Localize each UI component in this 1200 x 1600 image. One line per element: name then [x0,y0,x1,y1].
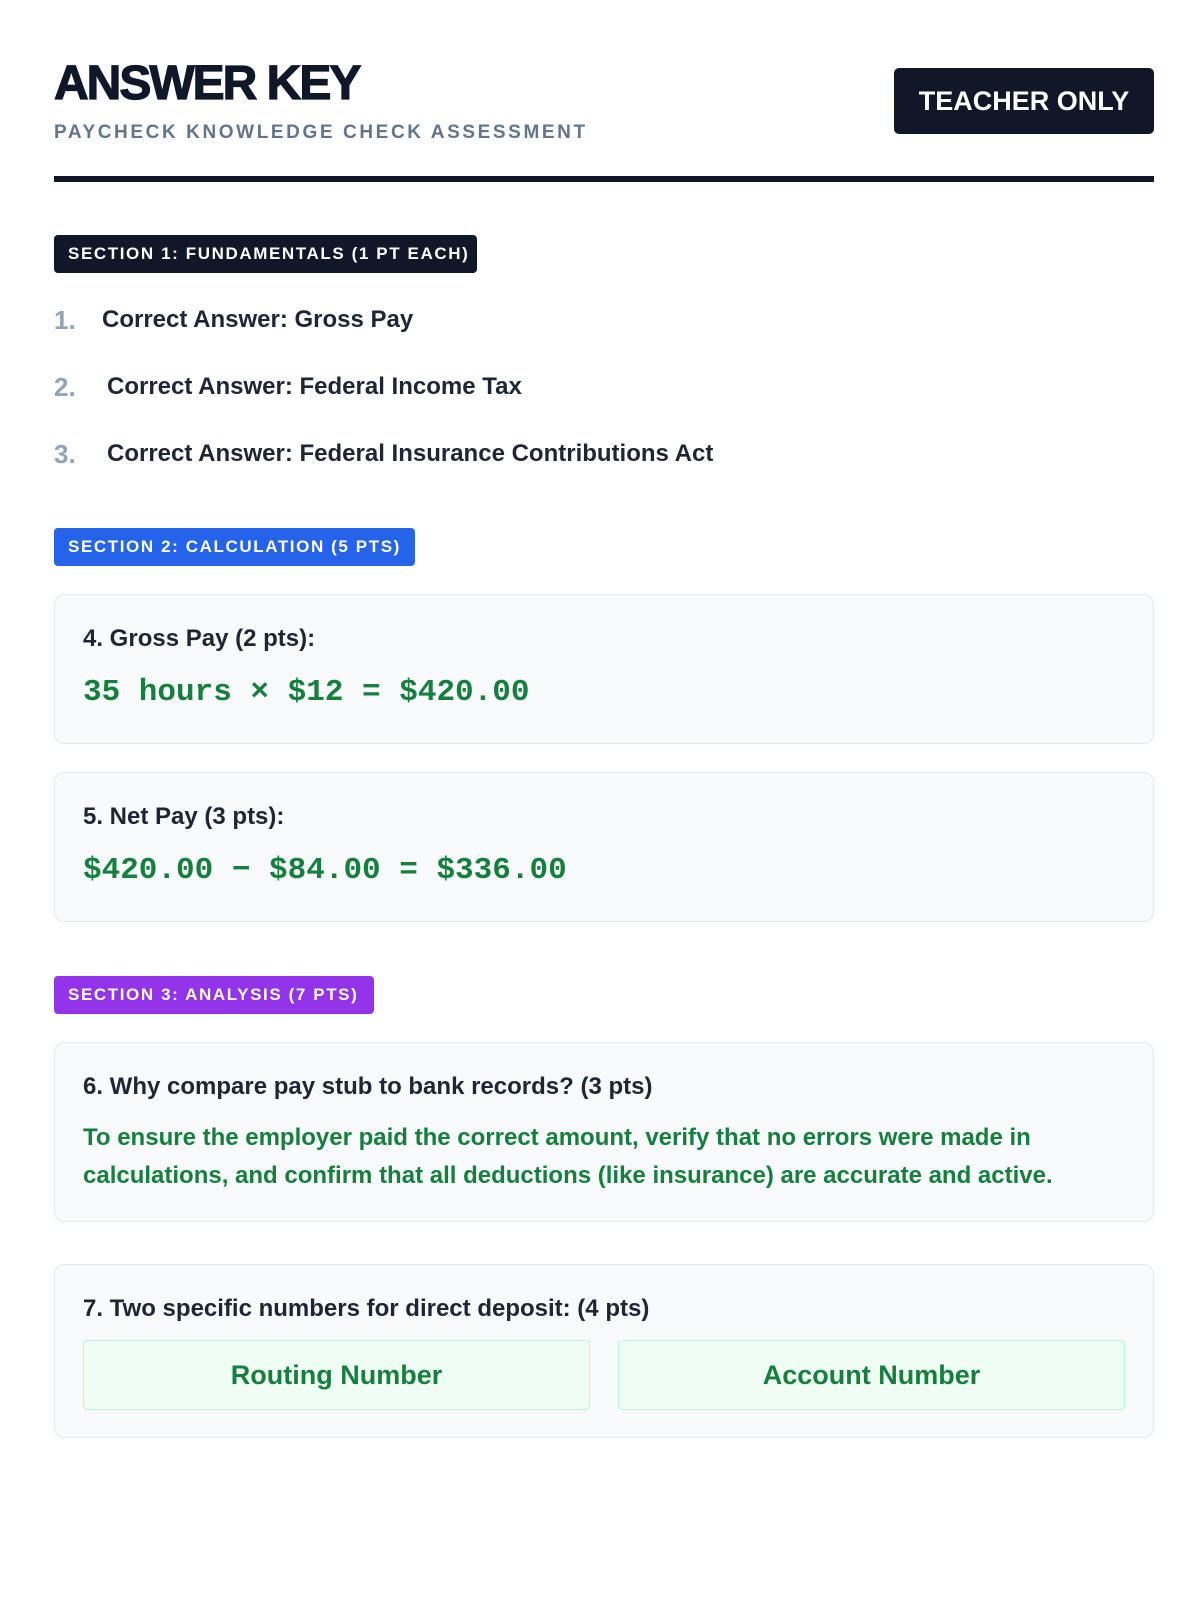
item-number: 2. [54,371,76,402]
question-6-answer: To ensure the employer paid the correct amount, verify that no errors were made in calculations, and confirm that all deductions (like insurance) are accurate and active. [83,1124,1053,1189]
question-6-prompt: 6. Why compare pay stub to bank records? (3 pts) [83,1073,653,1100]
question-7-prompt: 7. Two specific numbers for direct deposit: (4 pts) [83,1295,650,1322]
question-5-calculation: $420.00 − $84.00 = $336.00 [83,853,567,888]
page-subtitle: PAYCHECK KNOWLEDGE CHECK ASSESSMENT [54,122,588,143]
question-4-calculation: 35 hours × $12 = $420.00 [83,675,530,710]
header [54,0,1154,182]
item-answer: Correct Answer: Gross Pay [102,306,414,333]
routing-number-answer: Routing Number [83,1340,590,1410]
item-number: 3. [54,438,76,469]
question-5-card [54,772,1154,922]
answer-item-2 [54,367,522,407]
teacher-only-badge: TEACHER ONLY [894,68,1154,134]
question-5-prompt: 5. Net Pay (3 pts): [83,803,285,830]
answer-item-1 [54,300,413,340]
section-1-label: SECTION 1: FUNDAMENTALS (1 PT EACH) [54,235,477,273]
answer-key-page [54,0,1154,1390]
question-7-card [54,1264,1154,1438]
section-3-label: SECTION 3: ANALYSIS (7 PTS) [54,976,374,1014]
account-number-answer: Account Number [618,1340,1125,1410]
item-answer: Correct Answer: Federal Insurance Contributions Act [107,440,714,467]
question-6-card [54,1042,1154,1222]
item-answer: Correct Answer: Federal Income Tax [107,373,522,400]
item-number: 1. [54,304,76,335]
question-4-card [54,594,1154,744]
answer-item-3 [54,434,713,474]
page-title: ANSWER KEY [54,57,360,110]
question-4-prompt: 4. Gross Pay (2 pts): [83,625,316,652]
section-2-label: SECTION 2: CALCULATION (5 PTS) [54,528,415,566]
